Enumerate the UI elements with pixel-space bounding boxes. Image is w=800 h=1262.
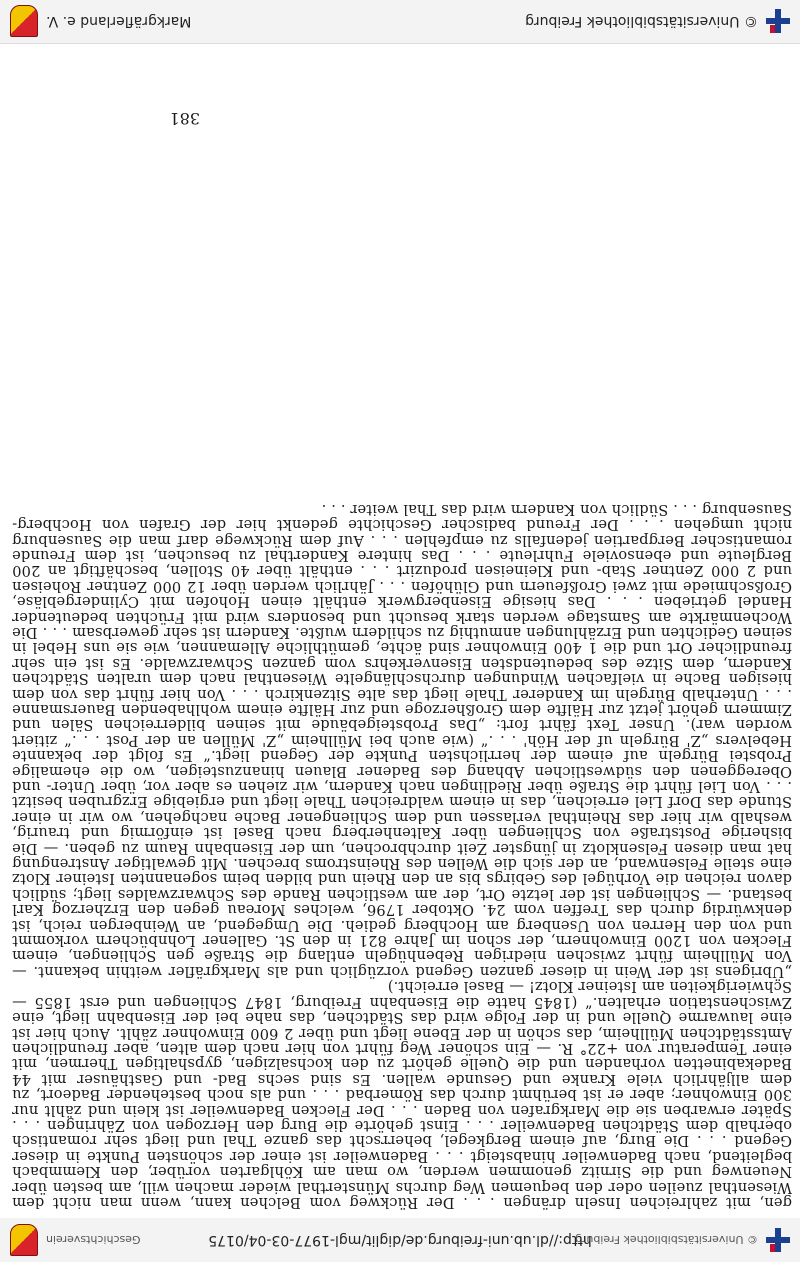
university-logo-icon (766, 9, 790, 33)
society-label: Geschichtsverein (46, 1233, 141, 1247)
document-page (0, 44, 800, 1218)
page-url-link[interactable]: http://dl.ub.uni-freiburg.de/diglit/mgl-1977-03-04/0175 (208, 1232, 592, 1248)
footer-society-label: Markgräflerland e. V. (46, 13, 192, 29)
footer-library-credit: © Universitätsbibliothek Freiburg (525, 13, 758, 29)
society-crest-icon (10, 1224, 38, 1256)
body-text: gen, mit zahlreichen Inseln drängen . . . Der Rückweg vom Belchen kann, wenn man nicht dem Wiesenthal zueilen oder den bequemen Weg durchs Münsterthal wieder machen will, am besten über Neuenweg und die Sirnitz genommen werden, wo man am Köhlgarten vorüber, den Klemmbach begleitend, nach Badenweiler hinabsteigt . . . Badenweiler ist einer der schönsten Punkte in dieser Gegend . . . Die Burg, auf einem Bergkegel, beherrscht das ganze Thal und liegt sehr romantisch oberhalb dem Städtchen Badenweiler . . . Einst gehörte die Burg den Herzogen von Zähringen . . . Später erwarben sie die Markgrafen von Baden . . . Der Flecken Badenweiler ist klein und zählt nur 300 Einwohner; aber er ist berühmt durch das Römerbad . . . und als noch bestehender Badeort, zu dem alljährlich viele Kranke und Gesunde wallen. Es sind sechs Bad- und Gasthäuser mit 44 Badekabinetten vorhanden und die Quelle gehört zu den kochsalzigen, gypshaltigen Thermen, mit einer Temperatur von +22° R. — Ein schöner Weg führt von hier nach dem alten, aber freundlichen Amtsstädtchen Müllheim, das schön in der Ebene liegt und über 2 600 Einwohner zählt. Auch hier ist eine lauwarme Quelle und in der Folge wird das Städtchen, das nahe bei der Eisenbahn liegt, eine Zwischenstation erhalten.“ (1845 hatte die Eisenbahn Freiburg, 1847 Schliengen und erst 1855 — Schwierigkeiten am Isteiner Klotz! — Basel erreicht.) „Übrigens ist der Wein in dieser ganzen Gegend vorzüglich und als Markgräfler weithin bekannt. — Von Müllheim führt zwischen niedrigen Rebenhügeln entlang die Straße gen Schliengen, einem Flecken von 1200 Einwohnern, der schon im Jahre 821 in den St. Gallener Lohnbüchern vorkommt und von den Herren von Usenberg am Hochberg gedieh. Die Umgegend, an Weinbergen reich, ist denkwürdig durch das Treffen vom 24. Oktober 1796, welches Moreau gegen den Erzherzog Karl bestand. — Schliengen ist der letzte Ort, der am westlichen Rande des Schwarzwaldes liegt; südlich davon reichen die Vorhügel des Gebirgs bis an den Rhein und bilden beim sogenannten Isteiner Klotz eine steile Felsenwand, an der sich die Wellen des Rheinstroms brechen. Mit gewaltiger Anstrengung hat man diesen Felsenklotz in jüngster Zeit durchbrochen, um der Eisenbahn Raum zu geben. — Die bisherige Poststraße von Schliengen über Kaltenherberg nach Basel ist einförmig und traurig, weshalb wir hier das Rheinthal verlassen und dem Schliengener Bache nachgehen, wo wir in einer Stunde das Dorf Liel erreichen, das in einem waldreichen Thale liegt und ergiebige Erzgruben besitzt . . . Von Liel führt die Straße über Riedlingen nach Kandern, wir ziehen es aber vor, über Unter- und Obereggenen den südwestlichen Abhang des Badener Blauen hinanzusteigen, wo die ehemalige Probstei Bürgeln auf einem der herrlichsten Punkte der Gegend liegt.“ Es folgt der bekannte Hebelvers „Z' Bürgeln uf der Höh' . . .“ (wie auch bei Müllheim „Z' Müllen an der Post . . .“ zitiert worden war). Unser Text fährt fort: „Das Probsteigebäude mit seinen bilderreichen Sälen und Zimmern gehört jetzt zur Hälfte dem Großherzoge und zur Hälfte einem wohlhabenden Bauersmanne . . . Unterhalb Bürgeln im Kanderer Thale liegt das alte Sitzenkirch . . . Von hier führt das von dem hiesigen Bache in vielfachen Windungen durchschlängelte Wiesenthal nach dem uralten Städtchen Kandern, dem Sitze des bedeutendsten Eisenverkehrs vom ganzen Schwarzwalde. Es ist ein sehr freundlicher Ort und die 1 400 Einwohner sind ächte, gemüthliche Allemannen, wie sie uns Hebel in seinen Gedichten und Erzählungen anmuthig zu schildern wußte. Kandern ist sehr gewerbsam . . . Die Wochenmärkte am Samstage werden stark besucht und besonders wird mit Früchten bedeutender Handel getrieben . . . Das hiesige Eisenbergwerk enthält einen Hohofen mit Cylindergebläse, Großschmiede mit zwei Großfeuern und Glühöfen . . . Jährlich werden über 12 000 Zentner Roheisen und 2 000 Zentner Stab- und Kleineisen produzirt . . . enthält über 40 Stollen, beschäftigt an 200 Bergleute und ebensoviele Fuhrleute . . . Das hintere Kanderthal zu besuchen, ist dem Freunde romantischer Bergpartien jedenfalls zu empfehlen . . . Auf dem Rückwege darf man die Sausenburg nicht umgehen . . . Der Freund badischer Geschichte gedenkt hier der Grafen von Hochberg-Sausenburg . . . Südlich von Kandern wird das Thal weiter . . . (12, 500, 792, 1211)
viewer-header (0, 1217, 800, 1262)
society-crest-icon (10, 5, 38, 37)
viewer-footer (0, 0, 800, 44)
page-number: 381 (169, 109, 200, 128)
library-credit: © Universitätsbibliothek Freiburg (575, 1233, 758, 1247)
